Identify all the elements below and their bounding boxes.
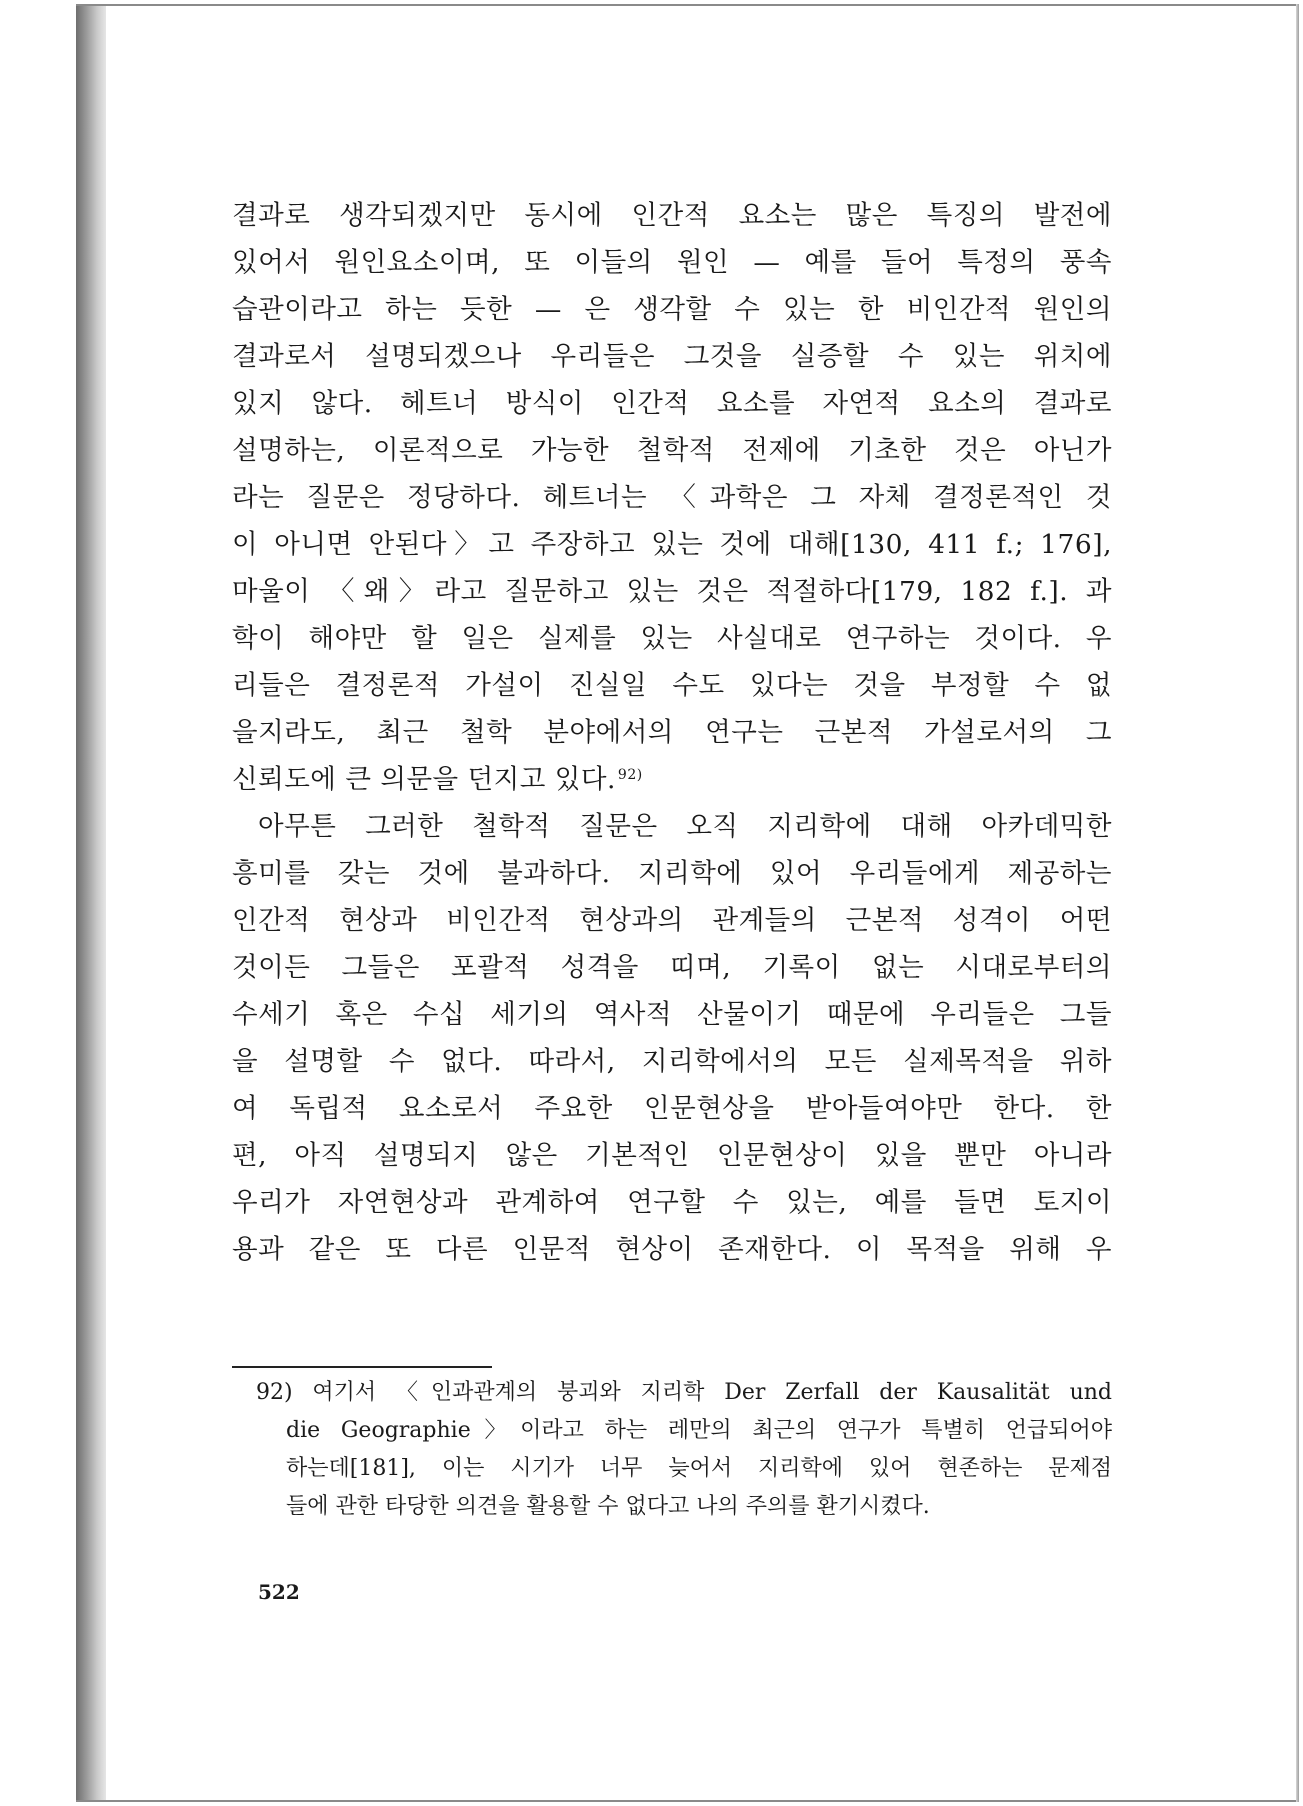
footnote-line: 하는데[181], 이는 시기가 너무 늦어서 지리학에 있어 현존하는 문제점 — [286, 1456, 1112, 1481]
text-line: 학이 해야만 할 일은 실제를 있는 사실대로 연구하는 것이다. 우 — [232, 623, 1112, 654]
paragraph-2-line: 인간적 현상과 비인간적 현상과의 관계들의 근본적 성격이 어떤 — [232, 905, 1112, 936]
paragraph-2-line: 여 독립적 요소로서 주요한 인문현상을 받아들여야만 한다. 한 — [232, 1093, 1112, 1124]
text-line: 라는 질문은 정당하다. 헤트너는 〈과학은 그 자체 결정론적인 것 — [232, 482, 1112, 513]
text-line: 설명하는, 이론적으로 가능한 철학적 전제에 기초한 것은 아닌가 — [232, 435, 1112, 466]
footnote-line: 들에 관한 타당한 의견을 활용할 수 없다고 나의 주의를 환기시켰다. — [286, 1494, 930, 1519]
paragraph-2-line: 아무튼 그러한 철학적 질문은 오직 지리학에 대해 아카데믹한 — [258, 811, 1112, 842]
text-line: 있지 않다. 헤트너 방식이 인간적 요소를 자연적 요소의 결과로 — [232, 388, 1112, 419]
footnote-line: 92) 여기서 〈인과관계의 붕괴와 지리학 Der Zerfall der Kausalität und — [256, 1380, 1112, 1405]
text-line: 을지라도, 최근 철학 분야에서의 연구는 근본적 가설로서의 그 — [232, 717, 1112, 748]
footnote-divider — [232, 1366, 492, 1368]
paragraph-2-line: 흥미를 갖는 것에 불과하다. 지리학에 있어 우리들에게 제공하는 — [232, 858, 1112, 889]
text-line: 결과로 생각되겠지만 동시에 인간적 요소는 많은 특징의 발전에 — [232, 200, 1112, 231]
page-number: 522 — [258, 1580, 300, 1604]
text-line: 있어서 원인요소이며, 또 이들의 원인 — 예를 들어 특정의 풍속 — [232, 247, 1112, 278]
body-text — [232, 192, 1112, 1273]
page-stack-edge — [76, 4, 106, 1802]
paragraph-2-line: 용과 같은 또 다른 인문적 현상이 존재한다. 이 목적을 위해 우 — [232, 1234, 1112, 1265]
paragraph-2-line: 편, 아직 설명되지 않은 기본적인 인문현상이 있을 뿐만 아니라 — [232, 1140, 1112, 1171]
text-line: 습관이라고 하는 듯한 — 은 생각할 수 있는 한 비인간적 원인의 — [232, 294, 1112, 325]
footnote-line: die Geographie〉이라고 하는 레만의 최근의 연구가 특별히 언급되어야 — [286, 1418, 1112, 1443]
paragraph-2-line: 것이든 그들은 포괄적 성격을 띠며, 기록이 없는 시대로부터의 — [232, 952, 1112, 983]
footnote — [256, 1374, 1112, 1526]
footnote-reference[interactable]: 92) — [617, 767, 643, 783]
text-line: 이 아니면 안된다〉고 주장하고 있는 것에 대해[130, 411 f.; 176], — [232, 529, 1112, 560]
text-line: 결과로서 설명되겠으나 우리들은 그것을 실증할 수 있는 위치에 — [232, 341, 1112, 372]
text-line: 리들은 결정론적 가설이 진실일 수도 있다는 것을 부정할 수 없 — [232, 670, 1112, 701]
text-line-content: 신뢰도에 큰 의문을 던지고 있다. — [232, 764, 616, 795]
paragraph-2-line: 우리가 자연현상과 관계하여 연구할 수 있는, 예를 들면 토지이 — [232, 1187, 1112, 1218]
book-page[interactable] — [106, 6, 1296, 1800]
paragraph-2-line: 을 설명할 수 없다. 따라서, 지리학에서의 모든 실제목적을 위하 — [232, 1046, 1112, 1077]
paragraph-2-line: 수세기 혹은 수십 세기의 역사적 산물이기 때문에 우리들은 그들 — [232, 999, 1112, 1030]
book-bottom-edge — [76, 1800, 1298, 1802]
text-line-last — [232, 756, 1112, 803]
text-line: 마울이 〈왜〉라고 질문하고 있는 것은 적절하다[179, 182 f.]. 과 — [232, 576, 1112, 607]
book-right-edge — [1296, 4, 1299, 1802]
